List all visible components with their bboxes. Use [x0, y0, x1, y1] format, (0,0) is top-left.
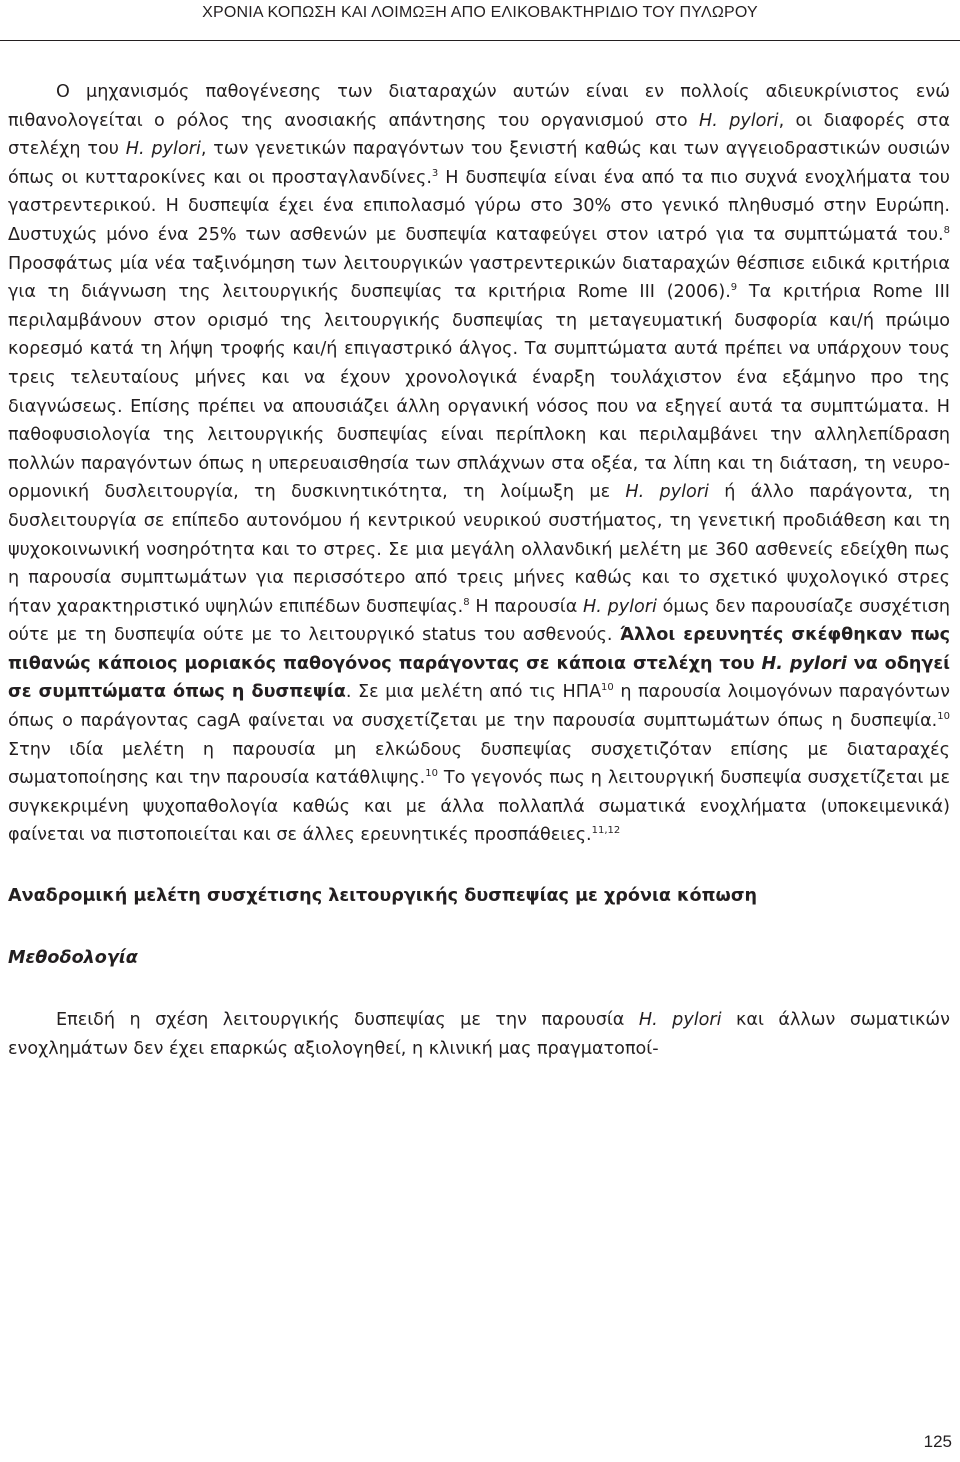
intro-paragraph	[8, 78, 950, 850]
text-run: Η δυσπεψία είναι ένα από τα πιο συχνά ενοχλήματα του γαστρεντερικού. Η δυσπεψία έχει ένα επιπολασμό γύρω στο 30% στο γενικό πληθυσμό στην Ευρώπη. Δυστυχώς μόνο ένα 25% των ασθενών με δυσπεψία καταφεύγει στον ιατρό για τα συμπτώματά του.	[8, 167, 950, 245]
text-run: ή άλλο παράγοντα, τη δυσλειτουργία σε επίπεδο αυτονόμου ή κεντρικού νευρικού συστήματος, τη γενετική προδιάθεση και τη ψυχοκοινωνική νοσηρότητα και το στρες. Σε μια μεγάλη ολλανδική μελέτη με 360 ασθενείς εδείχθη πως η παρουσία συμπτωμάτων για περισσότερο από τρεις μήνες καθώς και το σχετικό ψυχολογικό στρες ήταν χαρακτηριστικό υψηλών επιπέδων δυσπεψίας.	[8, 482, 950, 617]
italic-species-name: H. pylori	[125, 139, 201, 160]
text-run: Ο μηχανισμός παθογένεσης των διαταραχών αυτών είναι εν πολλοίς αδιευκρίνιστος ενώ πιθανολογείται ο ρόλος της ανοσιακής απάντησης του οργανισμού στο	[8, 82, 950, 131]
citation-superscript: 8	[943, 224, 950, 236]
page-number: 125	[923, 1432, 952, 1451]
text-run: η παρουσία λοιμογόνων παραγόντων όπως ο παράγοντας cagA φαίνεται να συσχετίζεται με την παρουσία συμπτωμάτων όπως η δυσπεψία.	[8, 682, 950, 732]
bold-emphasis: Άλλοι ερευνητές σκέφθηκαν πως πιθανώς κάποιος μοριακός παθογόνος παράγοντας σε κάποια στελέχη του	[8, 625, 950, 674]
bold-emphasis	[762, 654, 847, 674]
text-run: Επειδή η σχέση λειτουργικής δυσπεψίας με την παρουσία	[56, 1010, 639, 1031]
italic-species-name: H. pylori	[699, 110, 779, 131]
text-run: Το γεγονός πως η λειτουργική δυσπεψία συσχετίζεται με συγκεκριμένη ψυχοπαθολογία καθώς και με άλλα πολλαπλά σωματικά ενοχλήματα (υποκειμενικά) φαίνεται να πιστοποιείται και σε άλλες ερευνητικές προσπάθειες.	[8, 768, 950, 846]
methodology-paragraph	[8, 1006, 950, 1063]
subsection-heading: Μεθοδολογία	[8, 948, 138, 969]
section-heading: Αναδρομική μελέτη συσχέτισης λειτουργικής δυσπεψίας με χρόνια κόπωση	[8, 886, 758, 907]
text-run: Στην ιδία μελέτη η παρουσία μη ελκώδους δυσπεψίας συσχετιζόταν επίσης με διαταραχές σωματοποίησης και την παρουσία κατάθλιψης.	[8, 739, 950, 789]
header-divider	[0, 40, 960, 41]
italic-species-name: H. pylori	[583, 596, 657, 617]
text-run: Προσφάτως μία νέα ταξινόμηση των λειτουργικών γαστρεντερικών διαταραχών θέσπισε ειδικά κριτήρια για τη διάγνωση της λειτουργικής δυσπεψίας τα κριτήρια Rome III (2006).	[8, 253, 950, 303]
text-run: , οι διαφορές στα στελέχη του	[8, 110, 950, 160]
citation-superscript: 8	[463, 596, 470, 608]
text-run: όμως δεν παρουσίαζε συσχέτιση ούτε με τη δυσπεψία ούτε με το λειτουργικό status του ασθενούς.	[8, 596, 950, 646]
citation-superscript: 3	[431, 167, 439, 179]
citation-superscript: 11,12	[591, 825, 621, 837]
bold-italic-species-name: H. pylori	[761, 653, 847, 674]
page-body	[8, 78, 950, 1063]
italic-species-name: H. pylori	[638, 1010, 722, 1031]
text-run: , των γενετικών παραγόντων του ξενιστή καθώς και των αγγειοδραστικών ουσιών όπως οι κυτταροκίνες και οι προσταγλανδίνες.	[8, 139, 950, 188]
running-header: ΧΡΟΝΙΑ ΚΟΠΩΣΗ ΚΑΙ ΛΟΙΜΩΞΗ ΑΠΟ ΕΛΙΚΟΒΑΚΤΗΡΙΔΙΟ ΤΟΥ ΠΥΛΩΡΟΥ	[202, 4, 758, 21]
citation-superscript: 10	[425, 768, 438, 780]
text-run: . Σε μια μελέτη από τις ΗΠΑ	[345, 682, 601, 703]
citation-superscript: 10	[601, 682, 614, 694]
text-run: Τα κριτήρια Rome III περιλαμβάνουν στον ορισμό της λειτουργικής δυσπεψίας τη μεταγευματική δυσφορία και/ή πρώιμο κορεσμό κατά τη λήψη τροφής και/ή επιγαστρικό άλγος. Τα συμπτώματα αυτά πρέπει να υπάρχουν τους τρεις τελευταίους μήνες και να έχουν χρονολογικά έναρξη τουλάχιστον ένα εξάμηνο προ της διαγνώσεως. Επίσης πρέπει να απουσιάζει άλλη οργανική νόσος που να εξηγεί αυτά τα συμπτώματα. Η παθοφυσιολογία της λειτουργικής δυσπεψίας είναι περίπλοκη και περιλαμβάνει την αλληλεπίδραση πολλών παραγόντων όπως η υπερευαισθησία των σπλάχνων στα οξέα, τα λίπη και τη διάταση, τη νευρο-ορμονική δυσλειτουργία, τη δυσκινητικότητα, τη λοίμωξη με	[8, 282, 950, 503]
citation-superscript: 10	[937, 711, 950, 723]
text-run: Η παρουσία	[469, 596, 584, 617]
italic-species-name: H. pylori	[625, 482, 709, 503]
text-run: και άλλων σωματικών ενοχλημάτων δεν έχει επαρκώς αξιολογηθεί, η κλινική μας πραγματοποί-	[8, 1010, 950, 1059]
citation-superscript: 9	[730, 282, 738, 294]
bold-emphasis: να οδηγεί σε συμπτώματα όπως η δυσπεψία	[8, 653, 951, 703]
